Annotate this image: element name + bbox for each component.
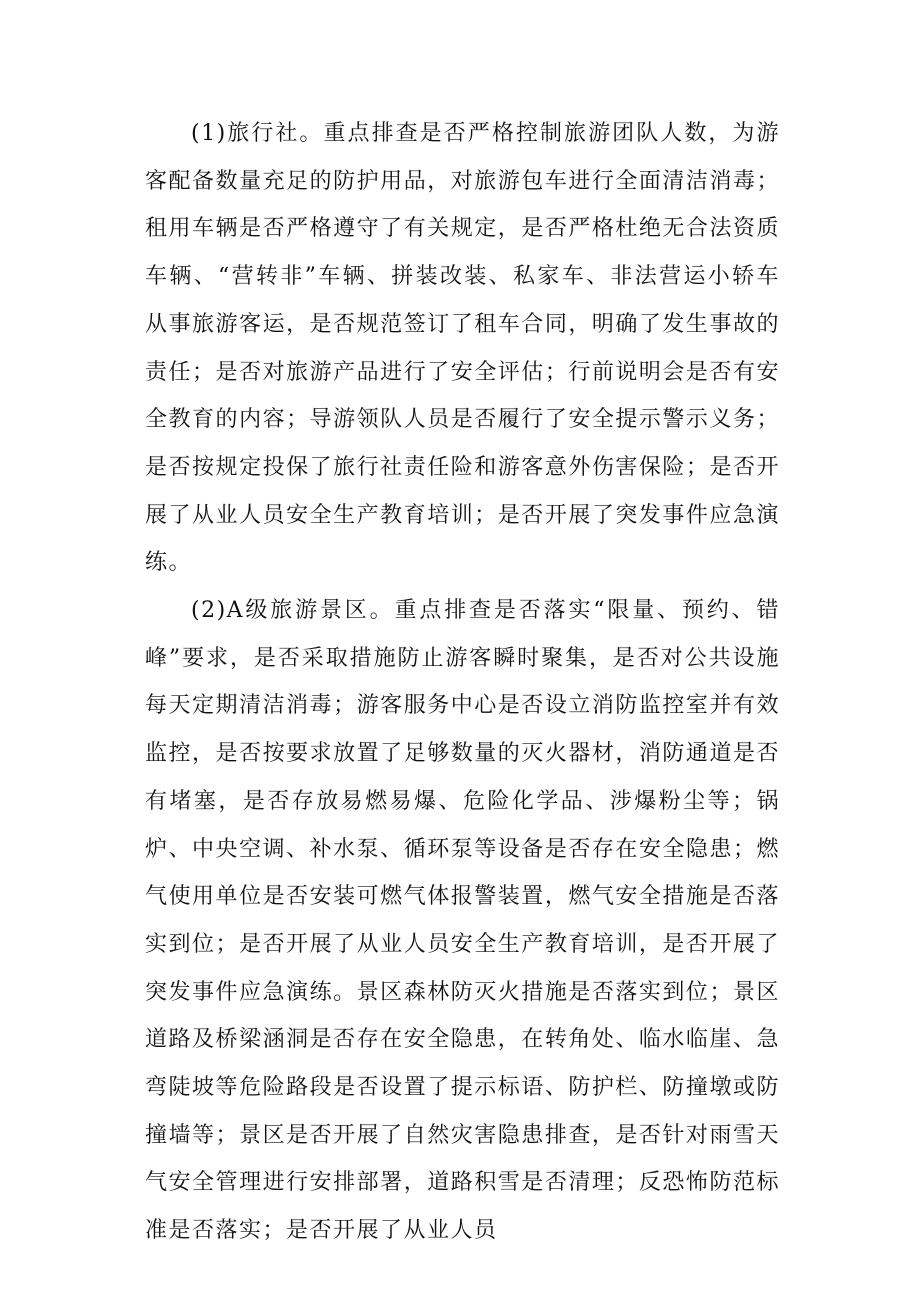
- paragraph-travel-agency: (1)旅行社。重点排查是否严格控制旅游团队人数，为游客配备数量充足的防护用品，对旅游包车进行全面清洁消毒；租用车辆是否严格遵守了有关规定，是否严格杜绝无合法资质车辆、“营转非”车辆、拼装改装、私家车、非法营运小轿车从事旅游客运，是否规范签订了租车合同，明确了发生事故的责任；是否对旅游产品进行了安全评估；行前说明会是否有安全教育的内容；导游领队人员是否履行了安全提示警示义务；是否按规定投保了旅行社责任险和游客意外伤害保险；是否开展了从业人员安全生产教育培训；是否开展了突发事件应急演练。: [145, 121, 780, 576]
- document-body: [145, 110, 780, 1255]
- paragraph-scenic-area: (2)A级旅游景区。重点排查是否落实“限量、预约、错峰”要求，是否采取措施防止游客瞬时聚集，是否对公共设施每天定期清洁消毒；游客服务中心是否设立消防监控室并有效监控，是否按要求放置了足够数量的灭火器材，消防通道是否有堵塞，是否存放易燃易爆、危险化学品、涉爆粉尘等；锅炉、中央空调、补水泵、循环泵等设备是否存在安全隐患；燃气使用单位是否安装可燃气体报警装置，燃气安全措施是否落实到位；是否开展了从业人员安全生产教育培训，是否开展了突发事件应急演练。景区森林防灭火措施是否落实到位；景区道路及桥梁涵洞是否存在安全隐患，在转角处、临水临崖、急弯陡坡等危险路段是否设置了提示标语、防护栏、防撞墩或防撞墙等；景区是否开展了自然灾害隐患排查，是否针对雨雪天气安全管理进行安排部署，道路积雪是否清理；反恐怖防范标准是否落实；是否开展了从业人员: [145, 598, 780, 1244]
